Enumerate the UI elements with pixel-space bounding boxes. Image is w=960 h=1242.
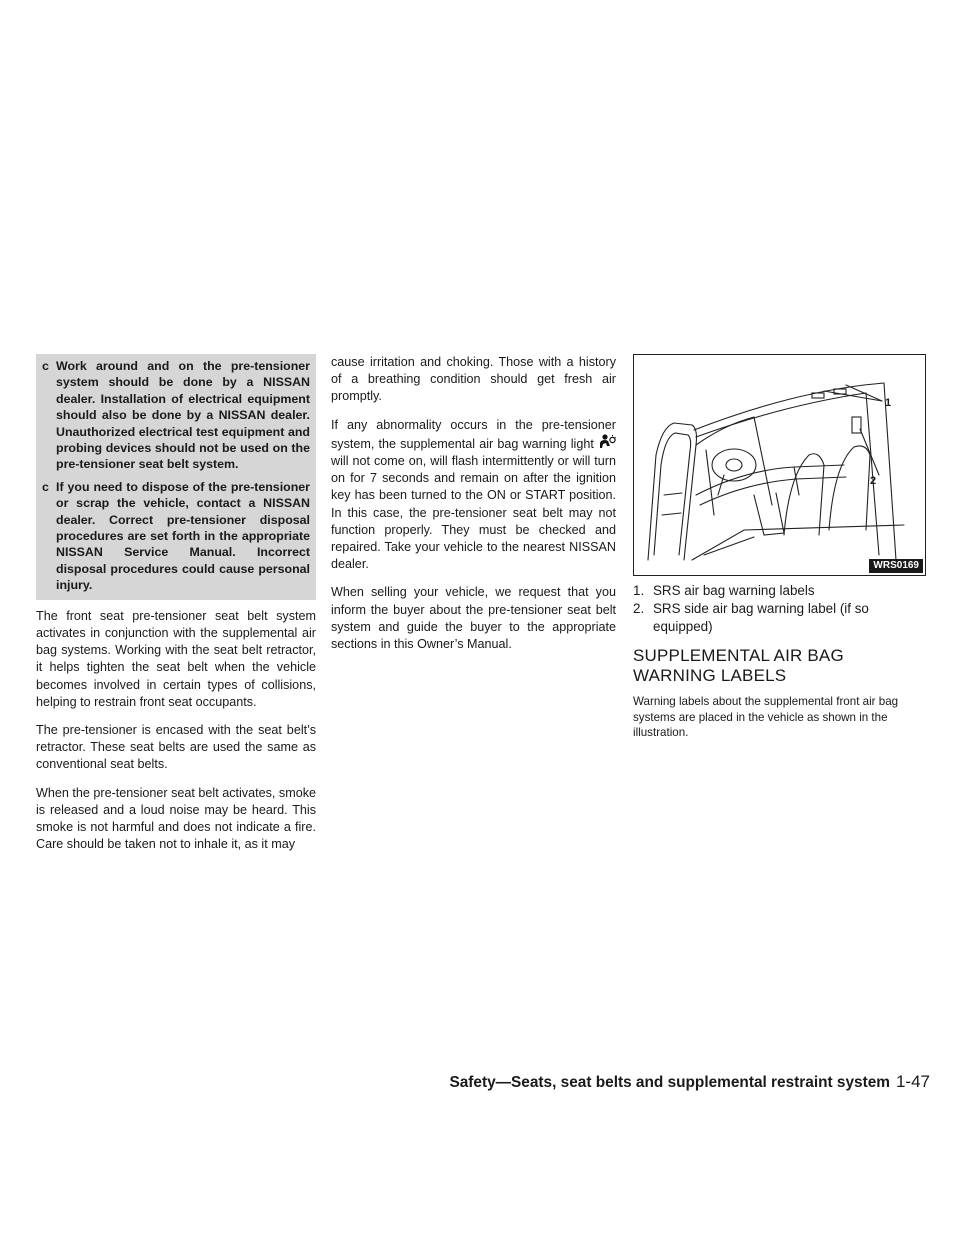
bullet-icon: c xyxy=(42,479,49,494)
caption-text: SRS side air bag warning label (if so equipped) xyxy=(653,601,869,634)
paragraph: When the pre-tensioner seat belt activates, smoke is released and a loud noise may be heard. This smoke is not harmful and does not indicate a fire. Care should be taken not to inhale it, as it may xyxy=(36,785,317,852)
footer-title: Safety—Seats, seat belts and supplemental restraint system xyxy=(449,1074,890,1091)
paragraph-text: If any abnormality occurs in the pre-tensioner system, the supplemental air bag warning light xyxy=(331,417,616,451)
warning-item xyxy=(42,358,310,473)
paragraph: When selling your vehicle, we request that you inform the buyer about the pre-tensioner seat belt system and guide the buyer to the appropriate sections in this Owner’s Manual. xyxy=(331,585,616,652)
caption-item xyxy=(633,582,926,600)
paragraph xyxy=(331,417,616,574)
callout-2: 2 xyxy=(870,475,877,487)
airbag-label-illustration xyxy=(633,354,926,576)
caption-list xyxy=(633,582,926,636)
warning-item xyxy=(42,479,310,594)
page-number: 1-47 xyxy=(895,1072,930,1091)
warning-box xyxy=(36,354,316,600)
section-title: SUPPLEMENTAL AIR BAG WARNING LABELS xyxy=(633,646,844,685)
vehicle-interior-drawing xyxy=(634,355,925,575)
caption-number: 2. xyxy=(633,601,645,616)
figure-code: WRS0169 xyxy=(869,559,923,573)
paragraph-text: will not come on, will flash intermittently or will turn on for 7 seconds and remain on after the ignition key has been turned to the ON or START position. In this case, the pre-tensioner seat belt may not function properly. They must be checked and repaired. Take your vehicle to the nearest NISSAN dealer. xyxy=(331,454,616,572)
warning-text: Work around and on the pre-tensioner system should be done by a NISSAN dealer. Installation of electrical equipment should also be done by a NISSAN dealer. Unauthorized electrical test equipment and probing devices should not be used on the pre-tensioner seat belt system. xyxy=(56,359,310,472)
caption-text: SRS air bag warning labels xyxy=(653,583,815,598)
airbag-warning-light-icon xyxy=(598,434,616,450)
section-body: Warning labels about the supplemental front air bag systems are placed in the vehicle as shown in the illustration. xyxy=(633,695,899,740)
column-middle xyxy=(331,354,616,664)
warning-text: If you need to dispose of the pre-tensioner or scrap the vehicle, contact a NISSAN dealer. Correct pre-tensioner disposal procedures are set forth in the appropriate NISSAN Service Manual. Incorrect disposal procedures could cause personal injury. xyxy=(56,479,310,593)
caption-item xyxy=(633,600,926,636)
paragraph: The pre-tensioner is encased with the seat belt’s retractor. These seat belts are used the same as conventional seat belts. xyxy=(36,722,316,772)
callout-1: 1 xyxy=(885,397,892,409)
column-right xyxy=(633,354,926,752)
paragraph: cause irritation and choking. Those with a history of a breathing condition should get fresh air promptly. xyxy=(331,355,616,404)
caption-number: 1. xyxy=(633,583,645,598)
bullet-icon: c xyxy=(42,359,49,373)
page-footer xyxy=(0,1072,930,1092)
column-left xyxy=(36,354,316,864)
paragraph: The front seat pre-tensioner seat belt system activates in conjunction with the supplemental air bag systems. Working with the seat belt retractor, it helps tighten the seat belt when the vehicle becomes involved in certain types of collisions, helping to restrain front seat occupants. xyxy=(36,608,316,709)
